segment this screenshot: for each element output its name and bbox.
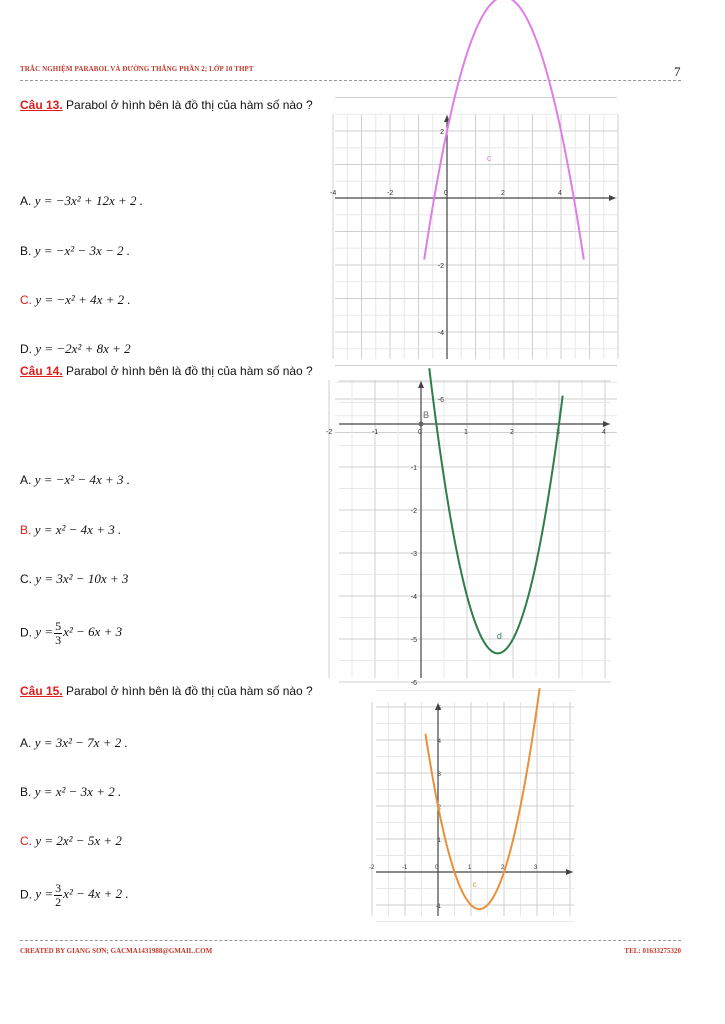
- x-tick-label: 1: [468, 865, 472, 871]
- x-tick-label: -1: [372, 429, 379, 436]
- footer-right: TEL: 01633275320: [624, 947, 681, 955]
- x-tick-label: 2: [501, 190, 505, 197]
- y-tick-label: -6: [410, 680, 417, 687]
- q13-graph: [330, 114, 617, 404]
- q15-option-b[interactable]: [20, 784, 121, 800]
- q14-option-a[interactable]: [20, 472, 130, 488]
- fraction-denominator: 2: [55, 895, 62, 909]
- option-expression: y = 3x² − 7x + 2 .: [34, 735, 128, 750]
- question-13: [20, 98, 313, 112]
- option-expression: y = −x² − 4x + 3 .: [34, 472, 130, 487]
- y-tick-label: -4: [410, 594, 417, 601]
- fraction: [54, 620, 62, 647]
- fraction-numerator: 3: [55, 881, 62, 895]
- option-expression: y = −x² − 3x − 2 .: [34, 243, 130, 258]
- q15-graph: [369, 702, 574, 916]
- q14-option-b[interactable]: [20, 522, 121, 538]
- x-tick-label: 3: [534, 865, 538, 871]
- question-14: [20, 364, 313, 378]
- q15-option-d[interactable]: [20, 882, 129, 909]
- x-tick-label: 1: [464, 429, 468, 436]
- option-expression: y = −3x² + 12x + 2 .: [34, 193, 143, 208]
- y-tick-label: 4: [437, 739, 441, 745]
- y-tick-label: 5: [437, 706, 441, 712]
- option-letter: D.: [20, 342, 32, 356]
- option-letter: C.: [20, 293, 32, 307]
- y-tick-label: -6: [437, 397, 444, 404]
- y-tick-label: -2: [410, 508, 417, 515]
- fraction-denominator: 3: [55, 633, 62, 647]
- y-axis-arrow: [418, 381, 424, 388]
- question-number: Câu 14.: [20, 364, 63, 378]
- parabola-curve: [429, 368, 562, 653]
- q13-option-a[interactable]: [20, 193, 143, 209]
- q13-option-d[interactable]: [20, 341, 131, 357]
- y-tick-label: 2: [440, 129, 444, 136]
- option-letter: A.: [20, 736, 32, 750]
- q15-option-c[interactable]: [20, 833, 122, 849]
- x-tick-label: -1: [402, 865, 408, 871]
- expr-suffix: x² − 4x + 2 .: [63, 886, 129, 902]
- option-letter: C.: [20, 572, 32, 586]
- curve-label: d: [496, 631, 502, 641]
- x-tick-label: 3: [556, 429, 560, 436]
- option-expression: y = x² − 3x + 2 .: [34, 784, 122, 799]
- y-tick-label: -4: [437, 330, 444, 337]
- expr-prefix: y =: [35, 624, 54, 640]
- option-letter: D.: [20, 887, 32, 902]
- expr-prefix: y =: [35, 886, 54, 902]
- option-expression: y = x² − 4x + 3 .: [34, 522, 122, 537]
- question-number: Câu 15.: [20, 684, 63, 698]
- option-letter: A.: [20, 473, 32, 487]
- q15-option-a[interactable]: [20, 735, 128, 751]
- question-text: Parabol ở hình bên là đồ thị của hàm số nào ?: [66, 364, 313, 378]
- option-expression: [35, 619, 123, 647]
- curve-label: c: [472, 879, 477, 889]
- x-tick-label: 0: [435, 865, 439, 871]
- parabola-curve: [425, 688, 539, 909]
- option-expression: [35, 881, 129, 909]
- question-15: [20, 684, 313, 698]
- option-expression: y = −2x² + 8x + 2: [35, 341, 131, 356]
- curve-label: c: [486, 153, 492, 164]
- option-letter: A.: [20, 194, 32, 208]
- x-tick-label: -2: [369, 865, 375, 871]
- option-letter: B.: [20, 523, 32, 537]
- fraction: [54, 882, 62, 909]
- question-text: Parabol ở hình bên là đồ thị của hàm số nào ?: [66, 98, 313, 112]
- x-axis-arrow: [603, 421, 610, 427]
- x-tick-label: 0: [418, 429, 422, 436]
- x-tick-label: -2: [387, 190, 394, 197]
- q14-option-d[interactable]: [20, 620, 122, 647]
- option-letter: C.: [20, 834, 32, 848]
- x-tick-label: 4: [558, 190, 562, 197]
- q13-option-c[interactable]: [20, 292, 131, 308]
- x-tick-label: 2: [510, 429, 514, 436]
- option-expression: y = 2x² − 5x + 2: [35, 833, 122, 848]
- option-expression: y = 3x² − 10x + 3: [35, 571, 129, 586]
- x-tick-label: 4: [602, 429, 606, 436]
- header-divider: [20, 80, 681, 81]
- option-letter: B.: [20, 785, 32, 799]
- y-tick-label: 3: [437, 772, 441, 778]
- y-tick-label: -2: [437, 263, 444, 270]
- y-tick-label: -1: [410, 465, 417, 472]
- x-tick-label: -4: [330, 190, 337, 197]
- point-label: B: [423, 410, 430, 420]
- q14-graph: [326, 380, 611, 687]
- x-tick-label: 2: [501, 865, 505, 871]
- footer-left: CREATED BY GIANG SƠN; GACMA1431988@GMAIL.COM: [20, 947, 213, 955]
- x-tick-label: -2: [326, 429, 333, 436]
- page-header-title: TRẮC NGHIỆM PARABOL VÀ ĐƯỜNG THẲNG PHẦN 2; LỚP 10 THPT: [20, 65, 254, 73]
- question-text: Parabol ở hình bên là đồ thị của hàm số nào ?: [66, 684, 313, 698]
- y-tick-label: -3: [410, 551, 417, 558]
- fraction-numerator: 5: [55, 619, 62, 633]
- point-marker: [419, 422, 424, 427]
- option-letter: B.: [20, 244, 32, 258]
- y-tick-label: 2: [437, 805, 441, 811]
- x-axis-arrow: [609, 195, 616, 201]
- y-tick-label: -1: [435, 904, 441, 910]
- footer-divider: [20, 940, 681, 941]
- question-number: Câu 13.: [20, 98, 63, 112]
- q13-option-b[interactable]: [20, 243, 130, 259]
- y-tick-label: 1: [437, 838, 441, 844]
- expr-suffix: x² − 6x + 3: [63, 624, 123, 640]
- page-number: 7: [674, 64, 681, 79]
- option-expression: y = −x² + 4x + 2 .: [35, 292, 131, 307]
- option-letter: D.: [20, 625, 32, 640]
- x-tick-label: 0: [444, 190, 448, 197]
- q14-option-c[interactable]: [20, 571, 128, 587]
- y-tick-label: -5: [410, 637, 417, 644]
